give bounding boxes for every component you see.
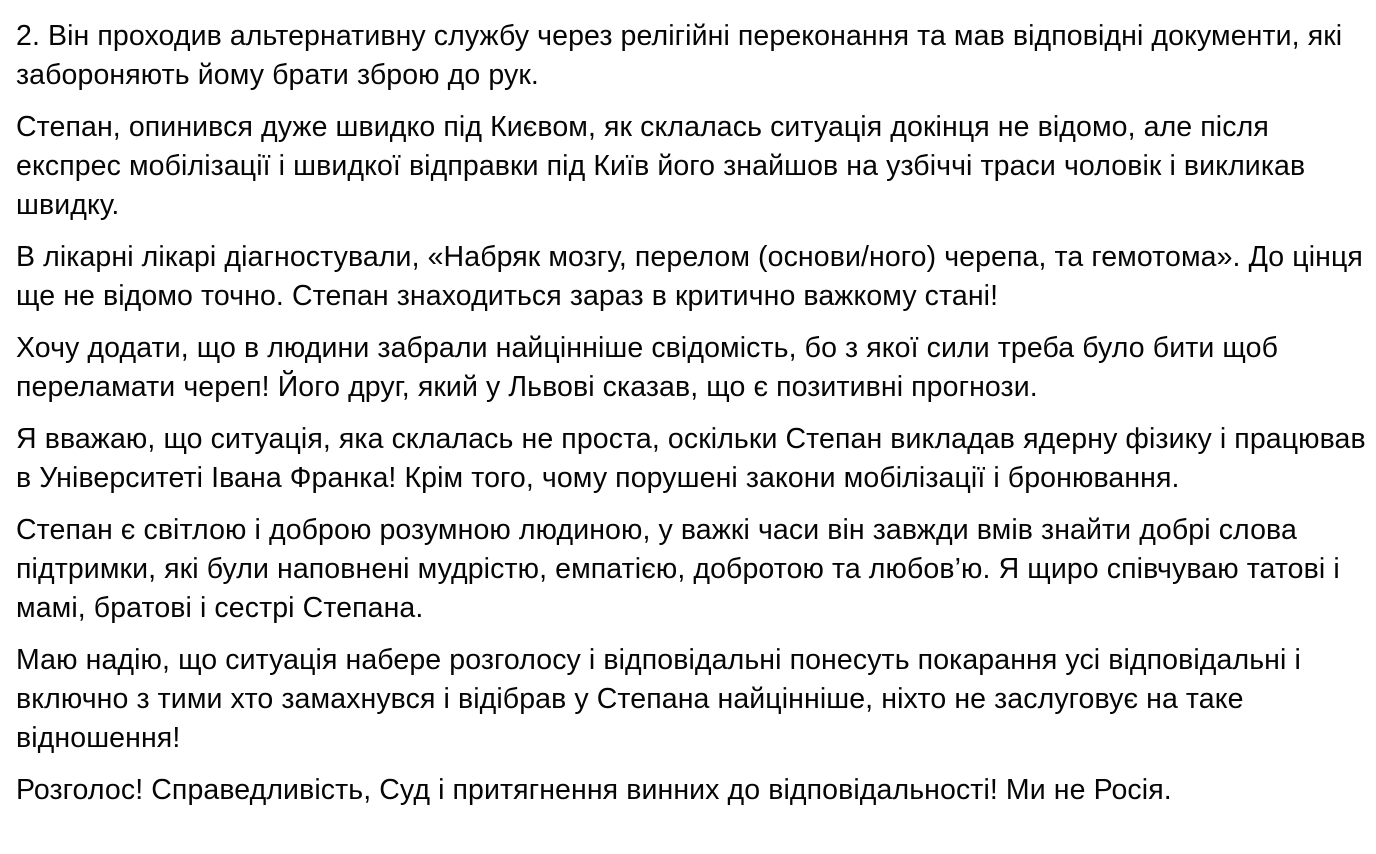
post-paragraph-8: Розголос! Справедливість, Суд і притягнення винних до відповідальності! Ми не Росія.: [16, 774, 1172, 806]
post-paragraph-6: Степан є світлою і доброю розумною людиною, у важкі часи він завжди вмів знайти добрі слова підтримки, які були наповнені мудрістю, емпатією, добротою та любов’ю. Я щиро співчуваю татові і мамі, братові і сестрі Степана.: [16, 514, 1340, 624]
post-body-text: [16, 17, 1368, 810]
post-paragraph-3: В лікарні лікарі діагностували, «Набряк мозгу, перелом (основи/ного) черепа, та гемотома». До цінця ще не відомо точно. Степан знаходиться зараз в критично важкому стані!: [16, 241, 1363, 312]
post-paragraph-1: 2. Він проходив альтернативну службу через релігійні переконання та мав відповідні документи, які забороняють йому брати зброю до рук.: [16, 20, 1343, 91]
post-paragraph-5: Я вважаю, що ситуація, яка склалась не проста, оскільки Степан викладав ядерну фізику і працював в Університеті Івана Франка! Крім того, чому порушені закони мобілізації і бронювання.: [16, 423, 1366, 494]
post-paragraph-4: Хочу додати, що в людини забрали найцінніше свідомість, бо з якої сили треба було бити щоб переламати череп! Його друг, який у Львові сказав, що є позитивні прогнози.: [16, 332, 1279, 403]
post-paragraph-7: Маю надію, що ситуація набере розголосу і відповідальні понесуть покарання усі відповідальні і включно з тими хто замахнувся і відібрав у Степана найцінніше, ніхто не заслуговує на таке відношення!: [16, 644, 1301, 754]
post-paragraph-2: Степан, опинився дуже швидко під Києвом, як склалась ситуація докінця не відомо, але після експрес мобілізації і швидкої відправки під Київ його знайшов на узбіччі траси чоловік і викликав швидку.: [16, 111, 1306, 221]
